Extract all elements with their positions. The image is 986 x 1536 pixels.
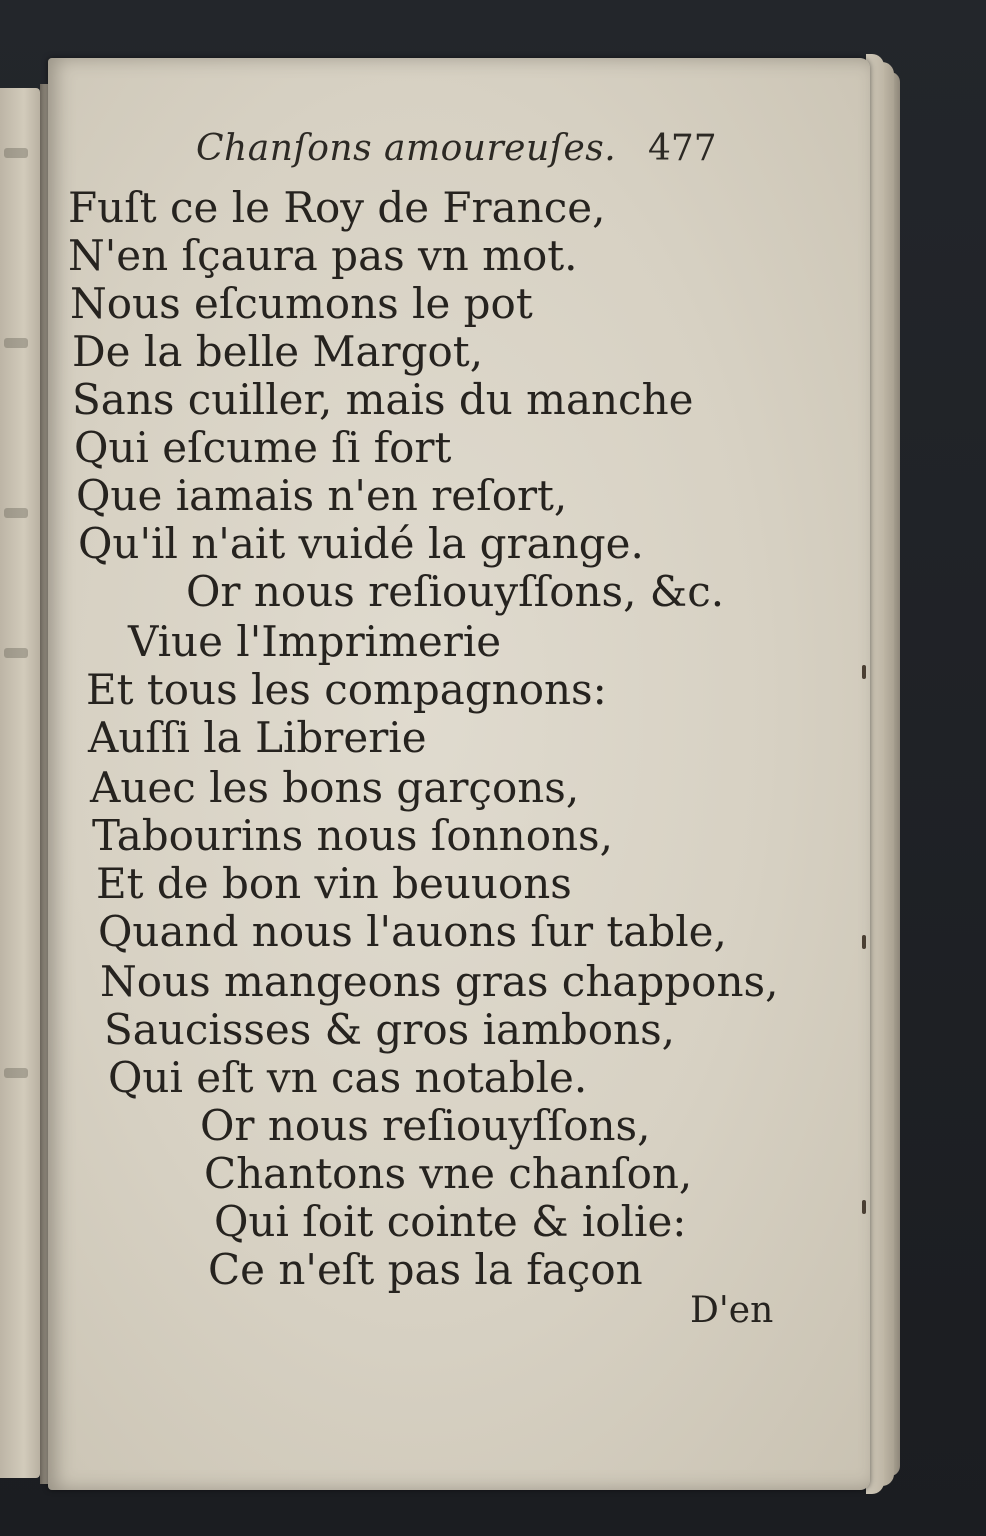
ghost-mark — [4, 508, 28, 518]
verse-line: Et de bon vin beuuons — [96, 859, 572, 908]
verse-line: Fuſt ce le Roy de France, — [68, 183, 606, 232]
edge-mark — [862, 1200, 866, 1214]
page-header — [196, 128, 736, 182]
adjacent-page-edge — [0, 88, 40, 1478]
refrain-line: Chantons vne chanſon, — [204, 1149, 693, 1198]
edge-mark — [862, 665, 866, 679]
verse-line: Auſſi la Librerie — [88, 713, 427, 762]
verse-line: Auec les bons garçons, — [90, 763, 580, 812]
refrain-line: Or nous reſiouyſſons, &c. — [186, 567, 725, 616]
ghost-mark — [4, 1068, 28, 1078]
ghost-mark — [4, 338, 28, 348]
verse-line: De la belle Margot, — [72, 327, 484, 376]
stanza-first-line: Viue l'Imprimerie — [128, 617, 502, 666]
verse-line: Saucisses & gros iambons, — [104, 1005, 675, 1054]
verse-line: Qu'il n'ait vuidé la grange. — [78, 519, 644, 568]
verse-line: Que iamais n'en reſort, — [76, 471, 568, 520]
verse-line: Quand nous l'auons ſur table, — [98, 907, 727, 956]
verse-line: Tabourins nous ſonnons, — [92, 811, 613, 860]
catchword: D'en — [690, 1290, 774, 1331]
verse-line: Qui eſt vn cas notable. — [108, 1053, 588, 1102]
refrain-line: Qui ſoit cointe & iolie: — [214, 1197, 687, 1246]
refrain-line: Ce n'eſt pas la façon — [208, 1245, 643, 1294]
verse-line: Qui eſcume ſi fort — [74, 423, 452, 472]
running-head: Chanſons amoureuſes. — [196, 128, 617, 169]
ghost-mark — [4, 648, 28, 658]
verse-line: N'en ſçaura pas vn mot. — [68, 231, 578, 280]
verse-line: Nous mangeons gras chappons, — [100, 957, 779, 1006]
page-number: 477 — [648, 128, 717, 169]
verse-line: Nous eſcumons le pot — [70, 279, 533, 328]
edge-mark — [862, 935, 866, 949]
verse-line: Sans cuiller, mais du manche — [72, 375, 694, 424]
refrain-line: Or nous reſiouyſſons, — [200, 1101, 651, 1150]
verse-line: Et tous les compagnons: — [86, 665, 607, 714]
ghost-mark — [4, 148, 28, 158]
